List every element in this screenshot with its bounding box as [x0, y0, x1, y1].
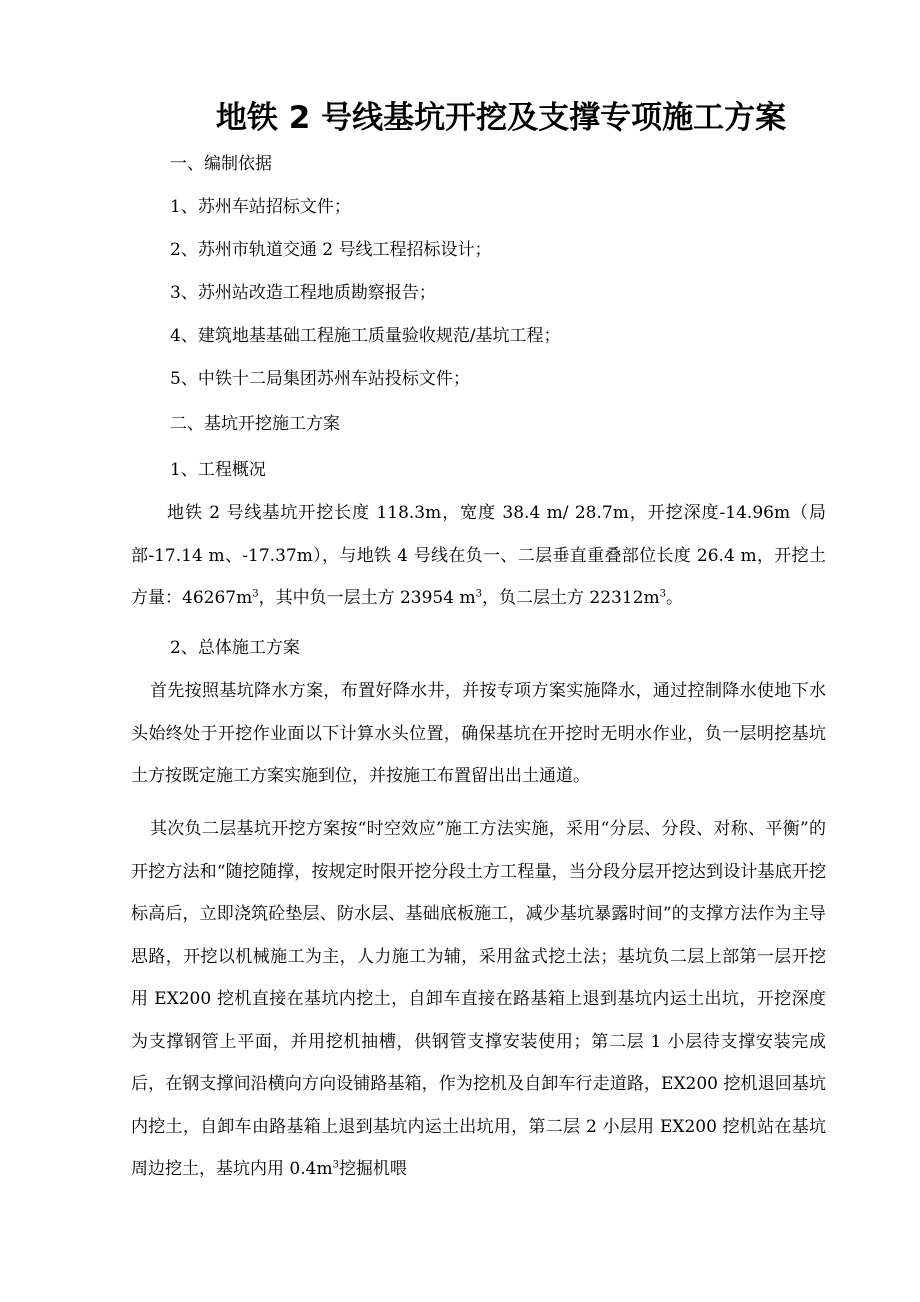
subheading-general-plan: 2、总体施工方案 — [170, 638, 300, 658]
overview-text-a: 地铁 2 号线基坑开挖长度 118.3m，宽度 38.4 m/ 28.7m，开挖深度-14.96m（局部-17.14 m、-17.37m），与地铁 4 号线在负一、二层垂直重叠部位长度 26.4 m，开挖土方量：46267m — [131, 503, 826, 608]
superscript-3: 3 — [252, 588, 259, 600]
basis-item-1: 1、苏州车站招标文件； — [170, 197, 351, 217]
overview-text-d: 。 — [665, 588, 683, 608]
basis-item-3: 3、苏州站改造工程地质勘察报告； — [170, 283, 436, 303]
superscript-3: 3 — [659, 588, 666, 600]
subheading-overview: 1、工程概况 — [170, 460, 266, 480]
overview-text-c: ，负二层土方 22312m — [481, 588, 660, 608]
overview-paragraph — [131, 492, 826, 620]
plan-text-2b: 挖掘机喂 — [338, 1159, 407, 1179]
basis-item-4: 4、建筑地基基础工程施工质量验收规范/基坑工程； — [170, 326, 561, 346]
basis-item-5: 5、中铁十二局集团苏州车站投标文件； — [170, 369, 470, 389]
superscript-3: 3 — [332, 1159, 339, 1171]
superscript-3: 3 — [475, 588, 482, 600]
basis-item-2: 2、苏州市轨道交通 2 号线工程招标设计； — [170, 240, 492, 260]
document-title: 地铁 2 号线基坑开挖及支撑专项施工方案 — [215, 100, 787, 136]
plan-text-1: 首先按照基坑降水方案，布置好降水井，并按专项方案实施降水，通过控制降水使地下水头始终处于开挖作业面以下计算水头位置，确保基坑在开挖时无明水作业，负一层明挖基坑土方按既定施工方案实施到位，并按施工布置留出出土通道。 — [131, 681, 826, 786]
plan-paragraph-2 — [131, 808, 826, 1191]
section-heading-excavation: 二、基坑开挖施工方案 — [170, 414, 340, 434]
section-heading-basis: 一、编制依据 — [170, 154, 272, 174]
overview-text-b: ，其中负一层土方 23954 m — [258, 588, 476, 608]
plan-text-2a: 其次负二层基坑开挖方案按“时空效应”施工方法实施，采用“分层、分段、对称、平衡”的开挖方法和“随挖随撑，按规定时限开挖分段土方工程量，当分段分层开挖达到设计基底开挖标高后，立即浇筑砼垫层、防水层、基础底板施工，减少基坑暴露时间”的支撑方法作为主导思路，开挖以机械施工为主，人力施工为辅，采用盆式挖土法；基坑负二层上部第一层开挖用 EX200 挖机直接在基坑内挖土，自卸车直接在路基箱上退到基坑内运土出坑，开挖深度为支撑钢管上平面，并用挖机抽槽，供钢管支撑安装使用；第二层 1 小层待支撑安装完成后，在钢支撑间沿横向方向设铺路基箱，作为挖机及自卸车行走道路，EX200 挖机退回基坑内挖土，自卸车由路基箱上退到基坑内运土出坑用，第二层 2 小层用 EX200 挖机站在基坑周边挖土，基坑内用 0.4m — [131, 819, 826, 1179]
plan-paragraph-1 — [131, 670, 826, 798]
